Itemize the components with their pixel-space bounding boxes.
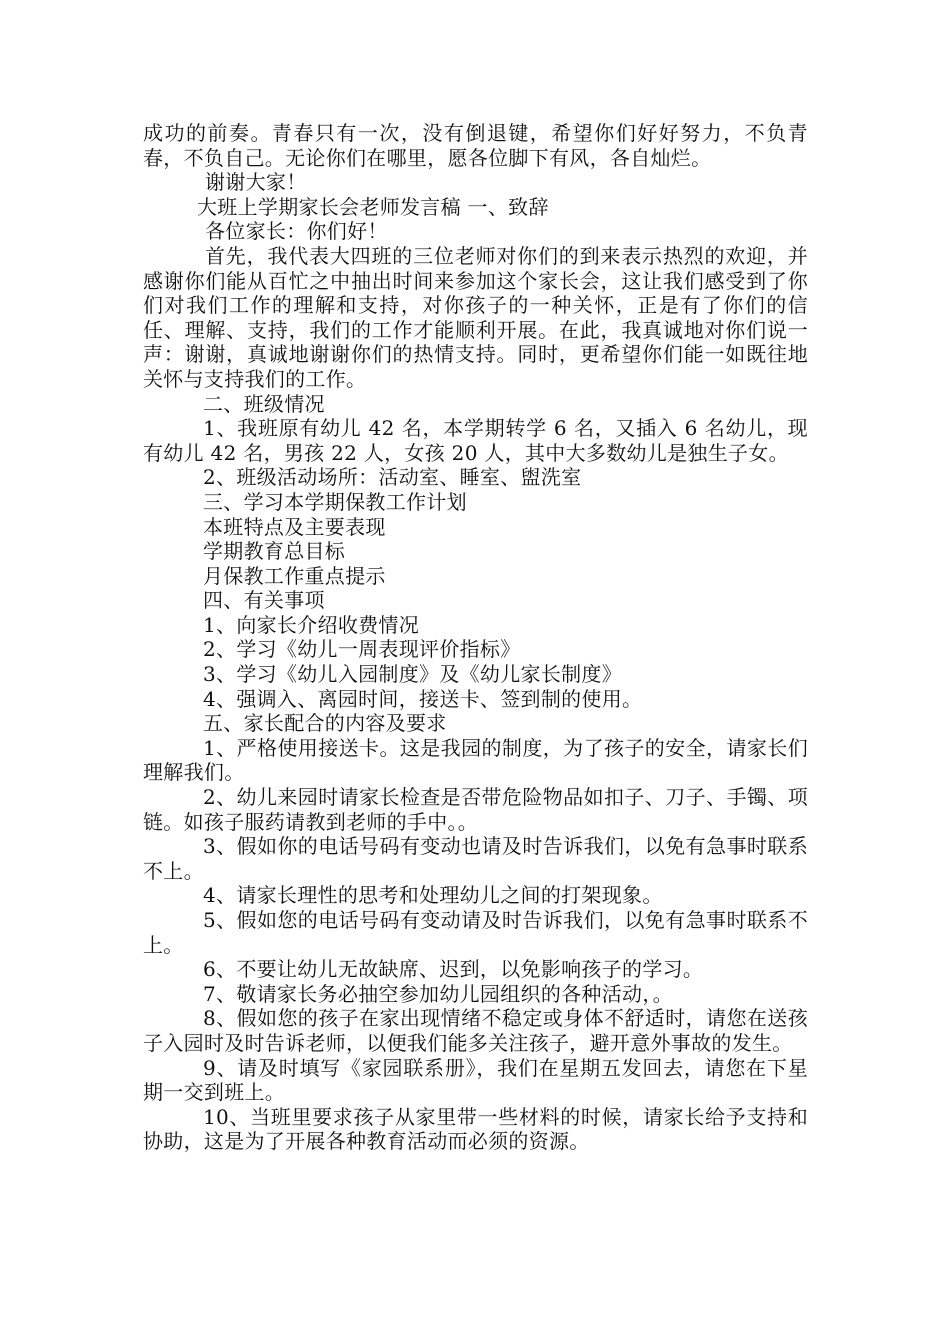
- list-item: 2、幼儿来园时请家长检查是否带危险物品如扣子、刀子、手镯、项链。如孩子服药请教到老师的手中。。: [143, 785, 808, 834]
- heading-class-status: 二、班级情况: [203, 391, 325, 416]
- list-item: 2、班级活动场所：活动室、睡室、盥洗室: [203, 465, 582, 490]
- list-item: 6、不要让幼儿无故缺席、迟到，以免影响孩子的学习。: [203, 957, 704, 982]
- list-item: 学期教育总目标: [203, 539, 346, 564]
- document-body: [143, 121, 808, 1154]
- paragraph-welcome: 首先，我代表大四班的三位老师对你们的到来表示热烈的欢迎，并感谢你们能从百忙之中抽出时间来参加这个家长会，这让我们感受到了你们对我们工作的理解和支持，对你孩子的一种关怀，正是有了你们的信任、理解、支持，我们的工作才能顺利开展。在此，我真诚地对你们说一声：谢谢，真诚地谢谢你们的热情支持。同时，更希望你们能一如既往地关怀与支持我们的工作。: [143, 243, 808, 391]
- heading-plan: 三、学习本学期保教工作计划: [203, 489, 467, 514]
- list-item: 10、当班里要求孩子从家里带一些材料的时候，请家长给予支持和协助，这是为了开展各种教育活动而必须的资源。: [143, 1104, 808, 1154]
- list-item: 月保教工作重点提示: [203, 563, 386, 588]
- list-item: 1、我班原有幼儿 42 名，本学期转学 6 名，又插入 6 名幼儿，现有幼儿 42 名，男孩 22 人，女孩 20 人，其中大多数幼儿是独生子女。: [143, 416, 808, 465]
- list-item: 2、学习《幼儿一周表现评价指标》: [203, 637, 521, 662]
- heading-matters: 四、有关事项: [203, 588, 325, 613]
- section-title: 大班上学期家长会老师发言稿 一、致辞: [197, 194, 549, 219]
- list-item: 8、假如您的孩子在家出现情绪不稳定或身体不舒适时，请您在送孩子入园时及时告诉老师，以便我们能多关注孩子，避开意外事故的发生。: [143, 1006, 808, 1055]
- list-item: 本班特点及主要表现: [203, 514, 386, 539]
- list-item: 4、请家长理性的思考和处理幼儿之间的打架现象。: [203, 883, 663, 908]
- list-item: 1、严格使用接送卡。这是我园的制度，为了孩子的安全，请家长们理解我们。: [143, 735, 808, 785]
- list-item: 3、假如你的电话号码有变动也请及时告诉我们，以免有急事时联系不上。: [143, 834, 808, 883]
- greeting: 各位家长：你们好！: [205, 219, 388, 244]
- list-item: 9、请及时填写《家园联系册》，我们在星期五发回去，请您在下星期一交到班上。: [143, 1055, 808, 1105]
- list-item: 5、假如您的电话号码有变动请及时告诉我们，以免有急事时联系不上。: [143, 908, 808, 957]
- list-item: 3、学习《幼儿入园制度》及《幼儿家长制度》: [203, 662, 623, 687]
- paragraph-thanks: 谢谢大家！: [205, 170, 307, 195]
- list-item: 7、敬请家长务必抽空参加幼儿园组织的各种活动，。: [203, 981, 673, 1006]
- heading-requirements: 五、家长配合的内容及要求: [203, 711, 447, 736]
- paragraph-closing: 成功的前奏。青春只有一次，没有倒退键，希望你们好好努力，不负青春，不负自己。无论你们在哪里，愿各位脚下有风，各自灿烂。: [143, 121, 808, 170]
- list-item: 4、强调入、离园时间，接送卡、签到制的使用。: [203, 686, 643, 711]
- list-item: 1、向家长介绍收费情况: [203, 612, 420, 637]
